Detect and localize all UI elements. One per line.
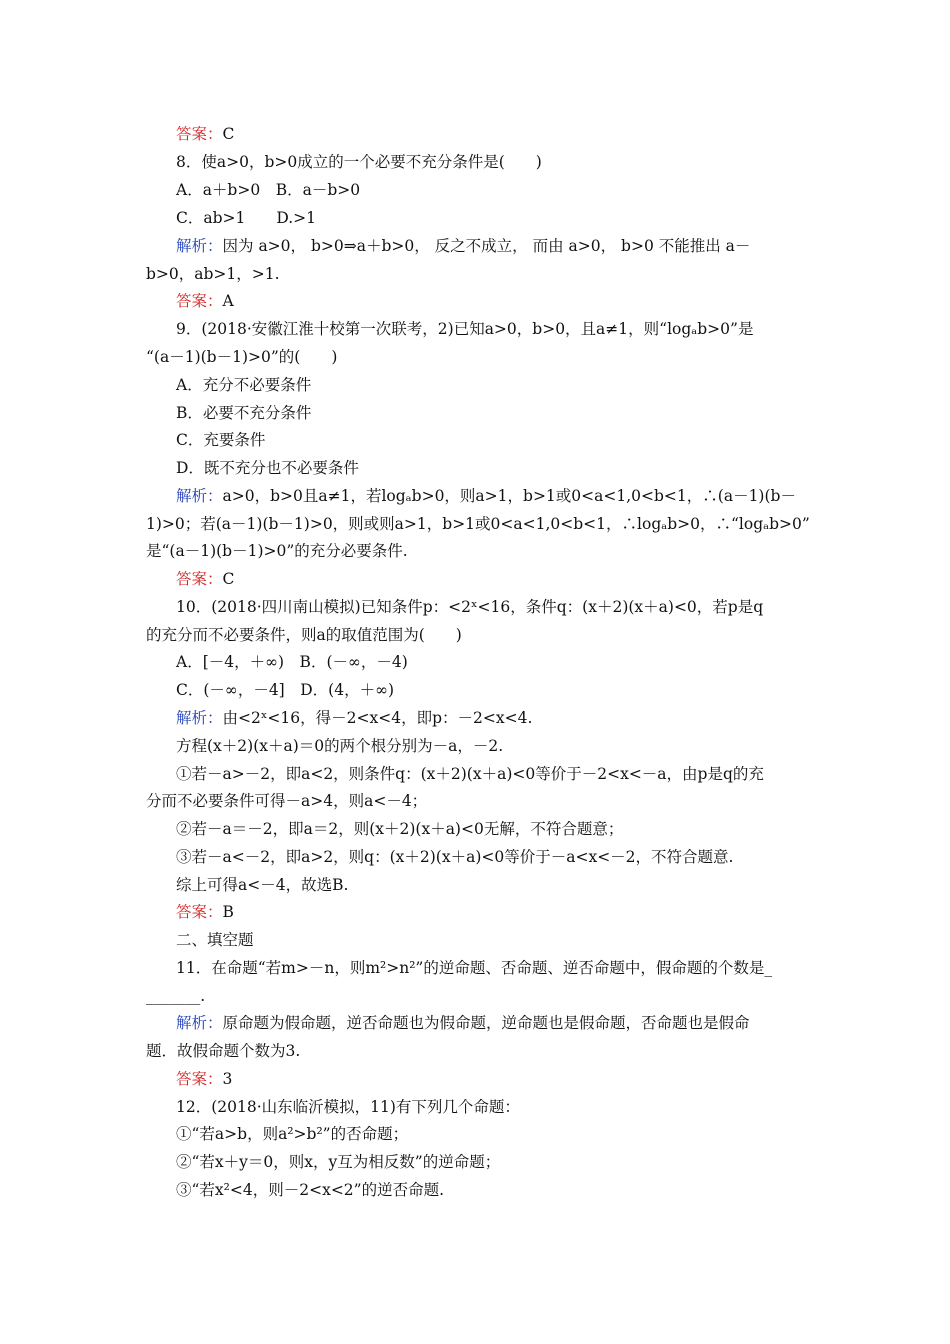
question-9-option-c: C．充要条件 [176,431,266,449]
section-heading: 二、填空题 [176,931,254,949]
analysis-continuation: b>0，ab>1，>1. [146,265,280,283]
question-12-stem: 12．(2018·山东临沂模拟，11)有下列几个命题： [176,1098,520,1116]
answer-line: 答案：B [176,903,234,921]
analysis-label: 解析： [176,709,223,727]
answer-line: 答案：C [176,125,235,143]
answer-line: 答案：3 [176,1070,233,1088]
answer-line: 答案：C [176,570,235,588]
question-9-option-a: A．充分不必要条件 [176,376,312,394]
question-12-item-1: ①“若a>b，则a²>b²”的否命题； [176,1125,409,1143]
question-10-options-cd: C．(－∞，－4] D．(4，＋∞) [176,681,395,699]
analysis-line: 解析：由<2ˣ<16，得－2<x<4，即p：－2<x<4. [176,709,533,727]
answer-label: 答案： [176,903,223,921]
analysis-line: 解析：原命题为假命题，逆否命题也为假命题，逆命题也是假命题，否命题也是假命 [176,1014,750,1032]
question-12-item-2: ②“若x＋y＝0，则x，y互为相反数”的逆命题； [176,1153,501,1171]
question-9-stem: 9．(2018·安徽江淮十校第一次联考，2)已知a>0，b>0，且a≠1，则“logₐb>0”是 [176,320,754,338]
answer-label: 答案： [176,292,223,310]
question-8-options-cd: C．ab>1 D.>1 [176,209,317,227]
question-8-options-ab: A．a＋b>0 B．a－b>0 [176,181,361,199]
analysis-continuation: 是“(a－1)(b－1)>0”的充分必要条件. [146,542,408,560]
question-10-options-ab: A．[－4，＋∞) B．(－∞，－4) [176,653,408,671]
answer-line: 答案：A [176,292,234,310]
analysis-conclusion: 综上可得a<－4，故选B. [176,876,349,894]
question-9-option-b: B．必要不充分条件 [176,404,312,422]
analysis-case-3: ③若－a<－2，即a>2，则q：(x＋2)(x＋a)<0等价于－a<x<－2，不符合题意. [176,848,734,866]
question-10-stem: 10．(2018·四川南山模拟)已知条件p：<2ˣ<16，条件q：(x＋2)(x＋a)<0，若p是q [176,598,764,616]
question-11-stem: 11．在命题“若m>－n，则m²>n²”的逆命题、否命题、逆否命题中，假命题的个数是_ [176,959,773,977]
analysis-label: 解析： [176,1014,223,1032]
answer-label: 答案： [176,1070,223,1088]
analysis-label: 解析： [176,237,223,255]
analysis-continuation: 1)>0；若(a－1)(b－1)>0，则或则a>1，b>1或0<a<1,0<b<1，∴logₐb>0，∴“logₐb>0” [146,515,810,533]
question-11-blank: _______. [146,987,206,1005]
answer-label: 答案： [176,125,223,143]
analysis-case-1: ①若－a>－2，即a<2，则条件q：(x＋2)(x＋a)<0等价于－2<x<－a，由p是q的充 [176,765,764,783]
analysis-label: 解析： [176,487,223,505]
question-10-stem-continuation: 的充分而不必要条件，则a的取值范围为( ) [146,626,462,644]
analysis-case-2: ②若－a＝－2，即a＝2，则(x＋2)(x＋a)<0无解，不符合题意； [176,820,624,838]
analysis-line: 解析：a>0，b>0且a≠1，若logₐb>0，则a>1，b>1或0<a<1,0<b<1，∴(a－1)(b－ [176,487,796,505]
analysis-step: 方程(x＋2)(x＋a)＝0的两个根分别为－a，－2. [176,737,504,755]
question-12-item-3: ③“若x²<4，则－2<x<2”的逆否命题. [176,1181,445,1199]
answer-label: 答案： [176,570,223,588]
analysis-continuation: 题．故假命题个数为3. [146,1042,301,1060]
question-9-stem-continuation: “(a－1)(b－1)>0”的( ) [146,348,338,366]
question-8-stem: 8．使a>0，b>0成立的一个必要不充分条件是( ) [176,153,542,171]
analysis-line: 解析：因为 a>0， b>0⇒a＋b>0， 反之不成立， 而由 a>0， b>0 不能推出 a－ [176,237,751,255]
analysis-case-1-continuation: 分而不必要条件可得－a>4，则a<－4； [146,792,428,810]
question-9-option-d: D．既不充分也不必要条件 [176,459,359,477]
